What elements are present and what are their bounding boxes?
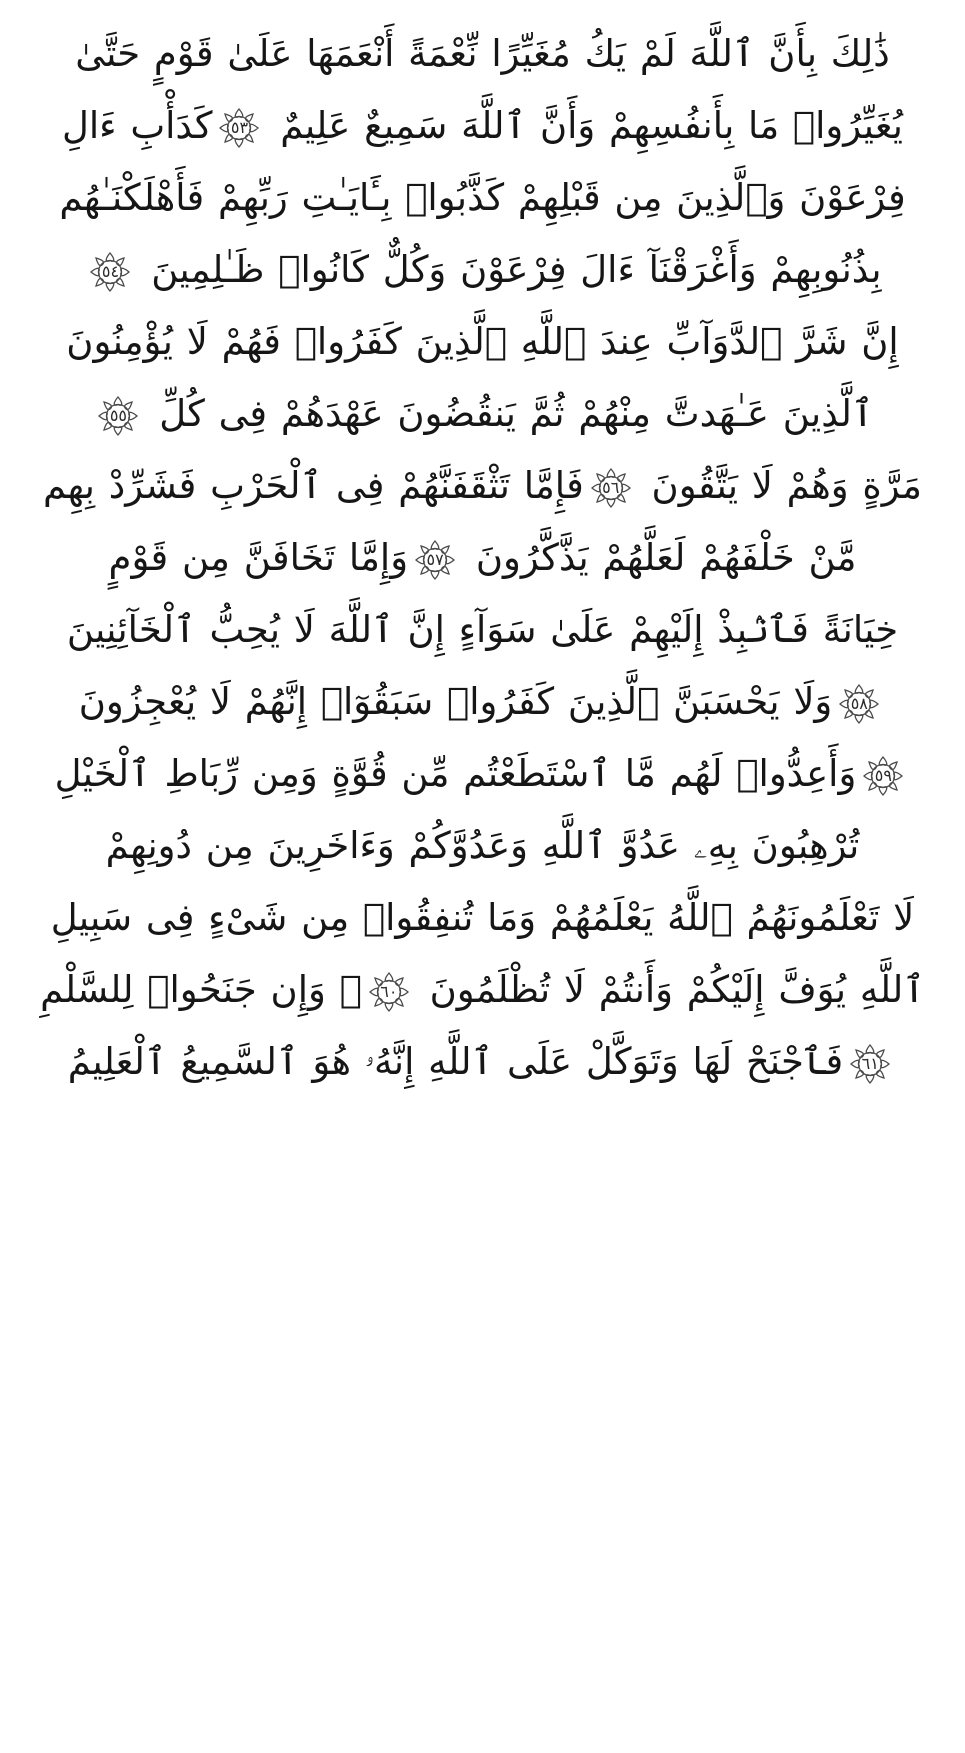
quran-line — [34, 882, 931, 954]
ayah-number: ٥٥ — [109, 405, 128, 425]
quran-line-text: ٱلَّذِينَ عَـٰهَدتَّ مِنْهُمْ ثُمَّ يَنقُضُونَ عَهْدَهُمْ فِى كُلِّ — [159, 392, 874, 435]
ayah-number: ٥٤ — [101, 261, 120, 281]
quran-line — [34, 594, 931, 666]
quran-line — [34, 90, 931, 162]
ayah-marker — [861, 754, 905, 798]
quran-line-text: مَّنْ خَلْفَهُمْ لَعَلَّهُمْ يَذَّكَّرُونَ — [475, 536, 857, 579]
ayah-marker — [848, 1042, 892, 1086]
quran-line-text: خِيَانَةً فَٱنۢبِذْ إِلَيْهِمْ عَلَىٰ سَوَآءٍ إِنَّ ٱللَّهَ لَا يُحِبُّ ٱلْخَآئِنِينَ — [66, 608, 899, 651]
ayah-number: ٥٩ — [874, 765, 892, 785]
quran-line — [34, 162, 931, 234]
ayah-number: ٥٨ — [850, 693, 868, 713]
quran-line-text-continued: وَإِمَّا تَخَافَنَّ مِن قَوْمٍ — [108, 536, 409, 579]
quran-line-text: يُغَيِّرُوا۟ مَا بِأَنفُسِهِمْ وَأَنَّ ٱللَّهَ سَمِيعٌ عَلِيمٌ — [280, 104, 903, 147]
quran-line — [34, 810, 931, 882]
ayah-marker — [96, 394, 140, 438]
quran-line-text: ٱللَّهِ يُوَفَّ إِلَيْكُمْ وَأَنتُمْ لَا تُظْلَمُونَ — [429, 968, 925, 1011]
quran-line — [34, 450, 931, 522]
quran-line — [34, 234, 931, 306]
quran-line-text: مَرَّةٍ وَهُمْ لَا يَتَّقُونَ — [651, 464, 923, 507]
quran-line — [34, 378, 931, 450]
quran-line-text-continued: فَإِمَّا تَثْقَفَنَّهُمْ فِى ٱلْحَرْبِ فَشَرِّدْ بِهِم — [42, 464, 584, 507]
ayah-number: ٦١ — [861, 1053, 879, 1073]
ayah-number: ٥٧ — [426, 549, 444, 569]
mushaf-text-block — [34, 18, 931, 1098]
ayah-marker — [837, 682, 881, 726]
quran-line-text-continued: ۞ وَإِن جَنَحُوا۟ لِلسَّلْمِ — [40, 968, 362, 1011]
quran-line — [34, 306, 931, 378]
ayah-number: ٥٣ — [230, 117, 249, 137]
quran-line-text-continued: كَدَأْبِ ءَالِ — [62, 104, 213, 147]
quran-line-text: بِذُنُوبِهِمْ وَأَغْرَقْنَآ ءَالَ فِرْعَوْنَ وَكُلٌّ كَانُوا۟ ظَـٰلِمِينَ — [151, 248, 882, 291]
ayah-marker — [413, 538, 457, 582]
quran-line — [34, 522, 931, 594]
quran-line-text: وَلَا يَحْسَبَنَّ ٱلَّذِينَ كَفَرُوا۟ سَبَقُوٓا۟ إِنَّهُمْ لَا يُعْجِزُونَ — [78, 680, 833, 723]
quran-line — [34, 738, 931, 810]
quran-line-text: ذَٰلِكَ بِأَنَّ ٱللَّهَ لَمْ يَكُ مُغَيِّرًا نِّعْمَةً أَنْعَمَهَا عَلَىٰ قَوْمٍ حَتَّىٰ — [75, 32, 890, 75]
quran-line — [34, 954, 931, 1026]
ayah-marker — [88, 250, 132, 294]
ayah-number: ٦٠ — [380, 981, 398, 1001]
quran-line — [34, 18, 931, 90]
ayah-marker — [217, 106, 261, 150]
ayah-marker — [367, 970, 411, 1014]
quran-line-text: فَٱجْنَحْ لَهَا وَتَوَكَّلْ عَلَى ٱللَّهِ إِنَّهُۥ هُوَ ٱلسَّمِيعُ ٱلْعَلِيمُ — [67, 1040, 844, 1083]
quran-line — [34, 666, 931, 738]
quran-line — [34, 1026, 931, 1098]
quran-line-text: إِنَّ شَرَّ ٱلدَّوَآبِّ عِندَ ٱللَّهِ ٱلَّذِينَ كَفَرُوا۟ فَهُمْ لَا يُؤْمِنُونَ — [66, 320, 899, 363]
quran-line-text: فِرْعَوْنَ وَٱلَّذِينَ مِن قَبْلِهِمْ كَذَّبُوا۟ بِـَٔايَـٰتِ رَبِّهِمْ فَأَهْلَكْنَـٰهُم — [59, 176, 906, 219]
quran-line-text: تُرْهِبُونَ بِهِۦ عَدُوَّ ٱللَّهِ وَعَدُوَّكُمْ وَءَاخَرِينَ مِن دُونِهِمْ — [105, 824, 860, 867]
quran-line-text: لَا تَعْلَمُونَهُمُ ٱللَّهُ يَعْلَمُهُمْ وَمَا تُنفِقُوا۟ مِن شَىْءٍ فِى سَبِيلِ — [50, 896, 915, 939]
ayah-marker — [589, 466, 633, 510]
ayah-number: ٥٦ — [602, 477, 620, 497]
quran-line-text: وَأَعِدُّوا۟ لَهُم مَّا ٱسْتَطَعْتُم مِّن قُوَّةٍ وَمِن رِّبَاطِ ٱلْخَيْلِ — [54, 752, 857, 795]
